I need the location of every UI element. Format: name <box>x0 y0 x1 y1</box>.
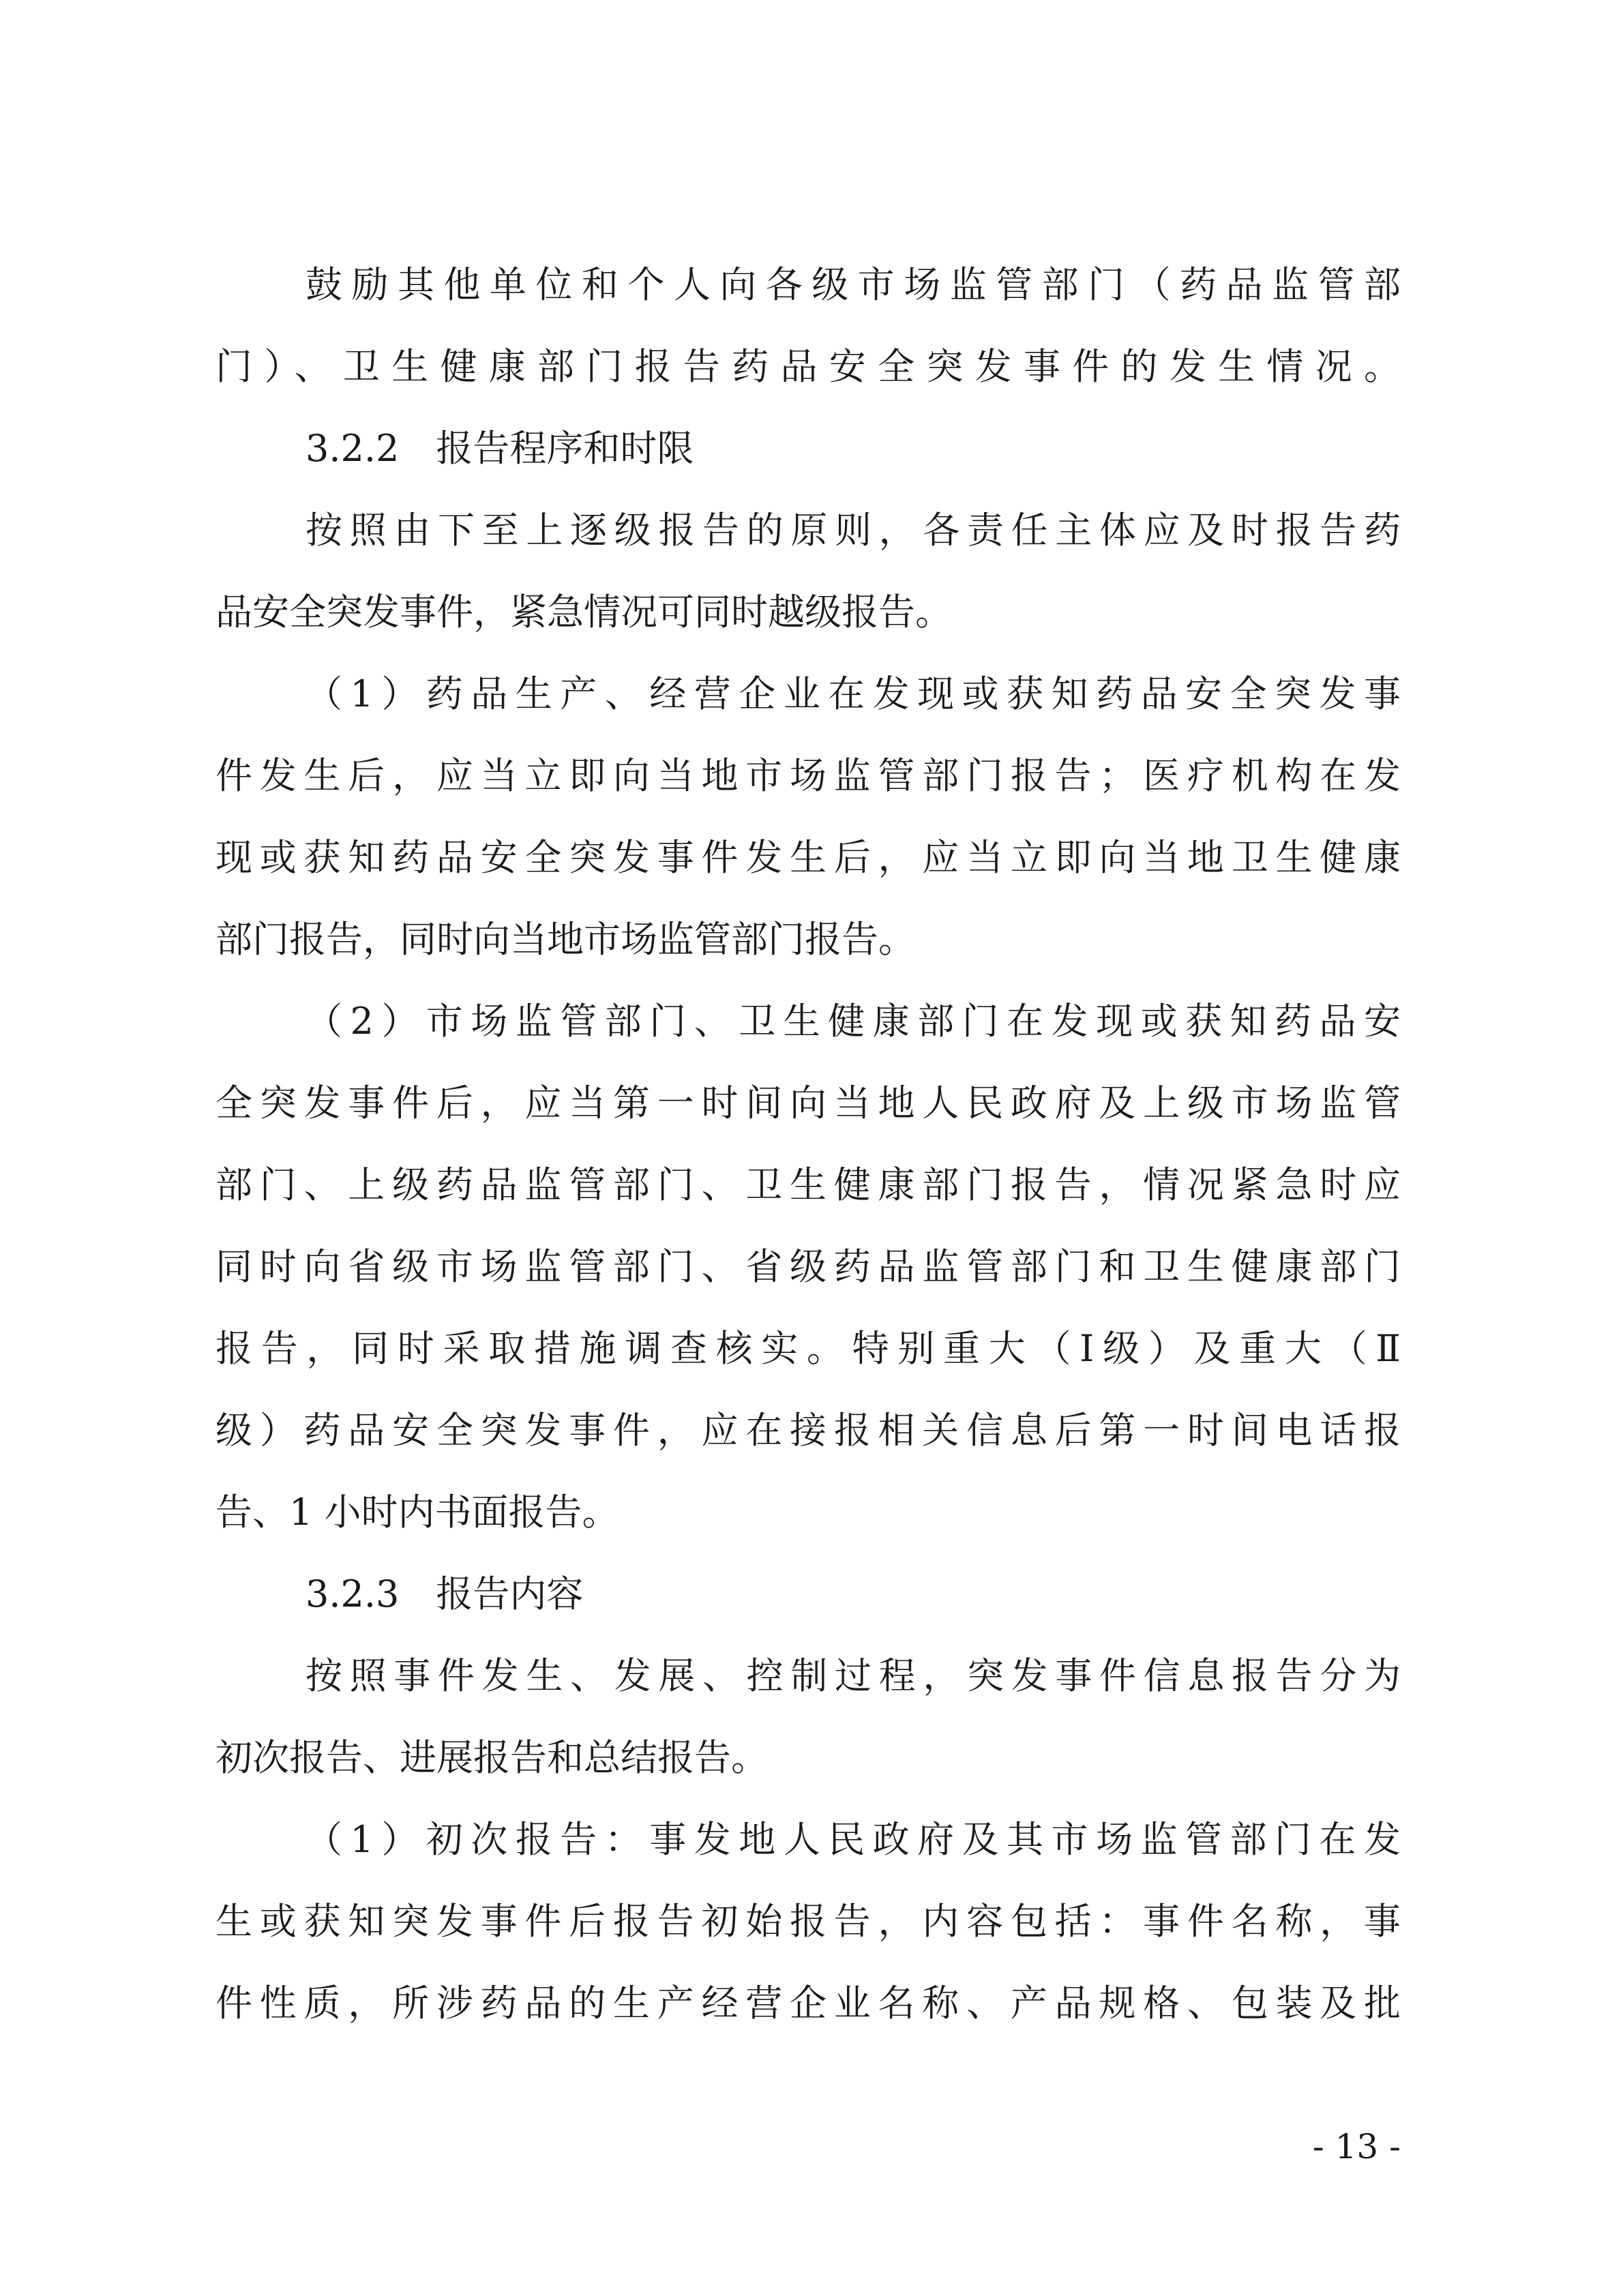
text-line-22: 件性质，所涉药品的生产经营企业名称、产品规格、包装及批 <box>215 1982 1401 2025</box>
text-line-16: 告、1 小时内书面报告。 <box>215 1491 619 1534</box>
text-line-10: （2）市场监管部门、卫生健康部门在发现或获知药品安 <box>306 1000 1401 1043</box>
text-line-9: 部门报告，同时向当地市场监管部门报告。 <box>215 918 915 961</box>
text-line-4: 按照由下至上逐级报告的原则，各责任主体应及时报告药 <box>306 509 1401 552</box>
text-line-19: 初次报告、进展报告和总结报告。 <box>215 1736 768 1779</box>
text-line-1: 鼓励其他单位和个人向各级市场监管部门（药品监管部 <box>306 263 1401 306</box>
text-line-5: 品安全突发事件，紧急情况可同时越级报告。 <box>215 591 952 633</box>
text-line-7: 件发生后，应当立即向当地市场监管部门报告；医疗机构在发 <box>215 754 1401 797</box>
text-line-20: （1）初次报告：事发地人民政府及其市场监管部门在发 <box>306 1818 1401 1861</box>
section-heading-3-2-3: 3.2.3 报告内容 <box>306 1572 584 1615</box>
text-line-15: 级）药品安全突发事件，应在接报相关信息后第一时间电话报 <box>215 1409 1401 1452</box>
text-line-6: （1）药品生产、经营企业在发现或获知药品安全突发事 <box>306 672 1401 715</box>
text-line-13: 同时向省级市场监管部门、省级药品监管部门和卫生健康部门 <box>215 1245 1401 1288</box>
page-number: - 13 - <box>1312 2127 1401 2166</box>
text-line-14: 报告，同时采取措施调查核实。特别重大（Ⅰ级）及重大（Ⅱ <box>215 1327 1401 1370</box>
text-line-21: 生或获知突发事件后报告初始报告，内容包括：事件名称，事 <box>215 1900 1401 1943</box>
text-line-8: 现或获知药品安全突发事件发生后，应当立即向当地卫生健康 <box>215 836 1401 879</box>
text-line-11: 全突发事件后，应当第一时间向当地人民政府及上级市场监管 <box>215 1082 1401 1124</box>
text-line-18: 按照事件发生、发展、控制过程，突发事件信息报告分为 <box>306 1654 1401 1697</box>
section-heading-3-2-2: 3.2.2 报告程序和时限 <box>306 427 694 470</box>
text-line-2: 门）、卫生健康部门报告药品安全突发事件的发生情况。 <box>215 345 1401 388</box>
text-line-12: 部门、上级药品监管部门、卫生健康部门报告，情况紧急时应 <box>215 1163 1401 1206</box>
